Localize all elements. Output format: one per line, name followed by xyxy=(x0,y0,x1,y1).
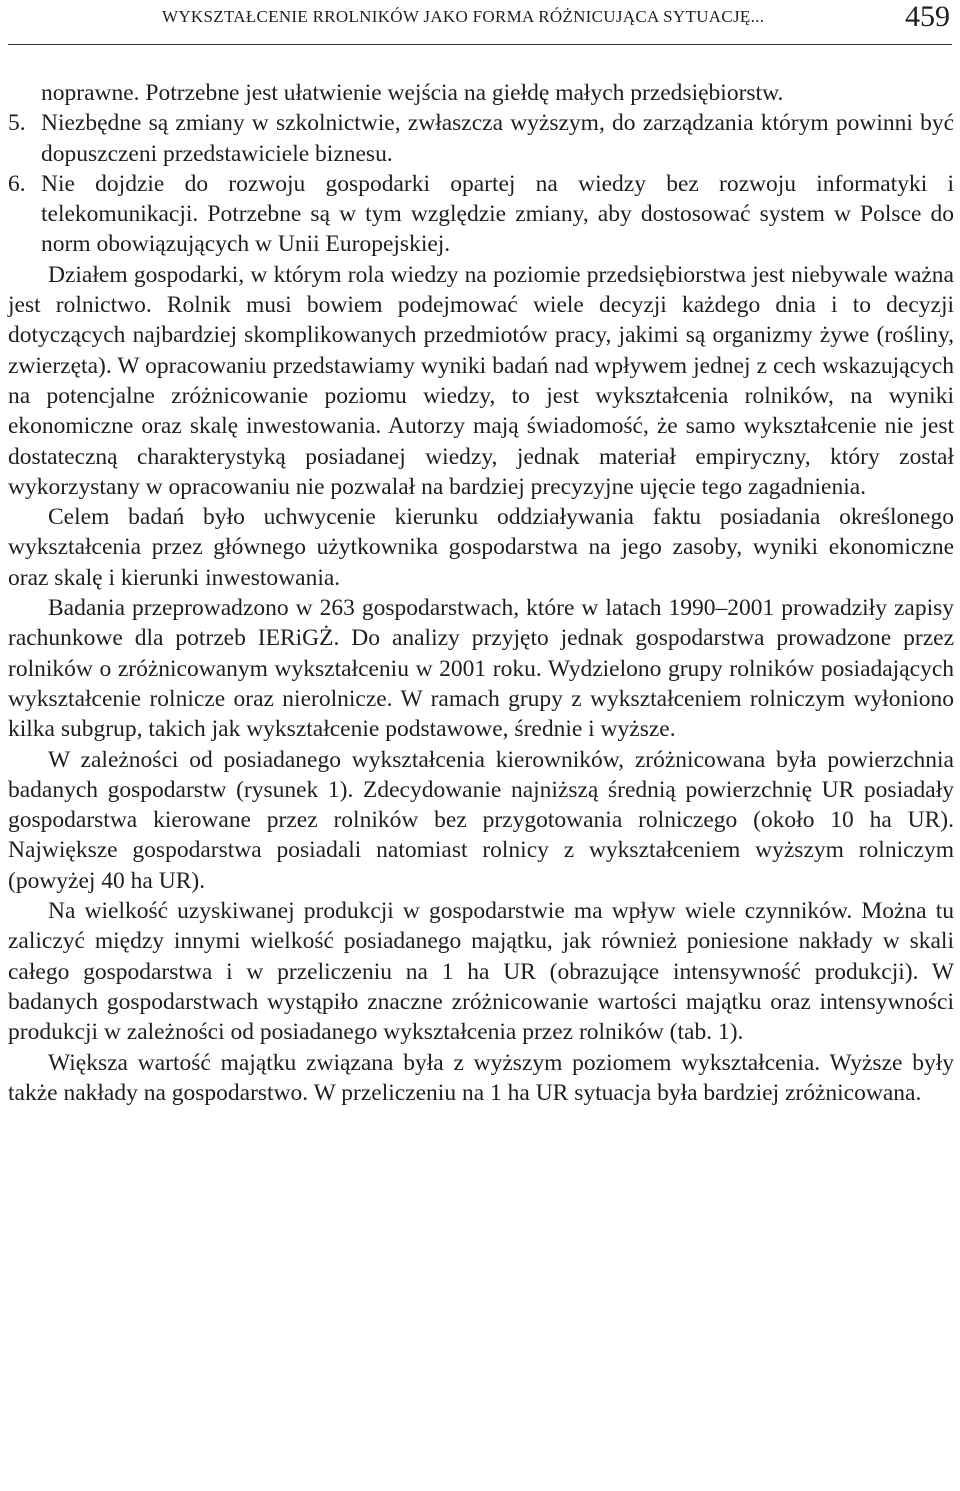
running-title: WYKSZTAŁCENIE RROLNIKÓW JAKO FORMA RÓŻNICUJĄCA SYTUACJĘ... xyxy=(162,7,765,26)
list-item-number: 6. xyxy=(8,170,26,197)
paragraph-research-aim: Celem badań było uchwycenie kierunku oddziaływania faktu posiadania określonego wykształcenia przez głównego użytkownika gospodarstwa na jego zasoby, wyniki ekonomiczne oraz skalę i kierunki inwestowania. xyxy=(8,504,954,591)
paragraph-research-method: Badania przeprowadzono w 263 gospodarstwach, które w latach 1990–2001 prowadziły zapisy rachunkowe dla potrzeb IERiGŻ. Do analizy przyjęto jednak gospodarstwa prowadzone przez rolników o zróżnicowanym wykształceniu w 2001 roku. Wydzielono grupy rolników posiadających wykształcenie rolnicze oraz nierolnicze. W ramach grupy z wykształceniem rolniczym wyłoniono kilka subgrup, takich jak wykształcenie podstawowe, średnie i wyższe. xyxy=(8,595,954,743)
list-item-6 xyxy=(8,169,954,260)
text-body xyxy=(8,78,954,1108)
paragraph-knowledge-in-agriculture: Działem gospodarki, w którym rola wiedzy na poziomie przedsiębiorstwa jest niebywale ważna jest rolnictwo. Rolnik musi bowiem podejmować wiele decyzji każdego dnia i to decyzji dotyczących najbardziej skomplikowanych przedmiotów pracy, jakimi są organizmy żywe (rośliny, zwierzęta). W opracowaniu przedstawiamy wyniki badań nad wpływem jednej z cech wskazujących na potencjalne zróżnicowanie poziomu wiedzy, to jest wykształcenia rolników, na wyniki ekonomiczne oraz skalę inwestowania. Autorzy mają świadomość, że samo wykształcenie nie jest dostateczną charakterystyką posiadanej wiedzy, jednak materiał empiryczny, który został wykorzystany w opracowaniu nie pozwalał na bardziej precyzyjne ujęcie tego zagadnienia. xyxy=(8,261,954,500)
list-item-number: 5. xyxy=(8,110,26,137)
paragraph-farm-area: W zależności od posiadanego wykształcenia kierowników, zróżnicowana była powierzchnia badanych gospodarstw (rysunek 1). Zdecydowanie najniższą średnią powierzchnię UR posiadały gospodarstwa kierowane przez rolników bez przygotowania rolniczego (około 10 ha UR). Największe gospodarstwa posiadali natomiast rolnicy z wykształceniem wyższym rolniczym (powyżej 40 ha UR). xyxy=(8,746,954,894)
paragraph-assets: Większa wartość majątku związana była z wyższym poziomem wykształcenia. Wyższe były także nakłady na gospodarstwo. W przeliczeniu na 1 ha UR sytuacja była bardziej zróżnicowana. xyxy=(8,1049,954,1106)
list-item-continuation xyxy=(8,78,954,108)
running-header xyxy=(8,0,952,45)
list-item-text: Niezbędne są zmiany w szkolnictwie, zwłaszcza wyższym, do zarządzania którym powinni być dopuszczeni przedstawiciele biznesu. xyxy=(41,110,954,167)
list-item-text: noprawne. Potrzebne jest ułatwienie wejścia na giełdę małych przedsiębiorstw. xyxy=(41,80,784,106)
paragraph-production-factors: Na wielkość uzyskiwanej produkcji w gospodarstwie ma wpływ wiele czynników. Można tu zaliczyć między innymi wielkość posiadanego majątku, jak również poniesione nakłady w skali całego gospodarstwa i w przeliczeniu na 1 ha UR (obrazujące intensywność produkcji). W badanych gospodarstwach wystąpiło znaczne zróżnicowanie wartości majątku oraz intensywności produkcji w zależności od posiadanego wykształcenia przez rolników (tab. 1). xyxy=(8,898,954,1046)
list-item-5 xyxy=(8,108,954,169)
page-number: 459 xyxy=(905,0,950,33)
list-item-text: Nie dojdzie do rozwoju gospodarki opartej na wiedzy bez rozwoju informatyki i telekomunikacji. Potrzebne są w tym względzie zmiany, aby dostosować system w Polsce do norm obowiązujących w Unii Europejskiej. xyxy=(41,170,954,258)
